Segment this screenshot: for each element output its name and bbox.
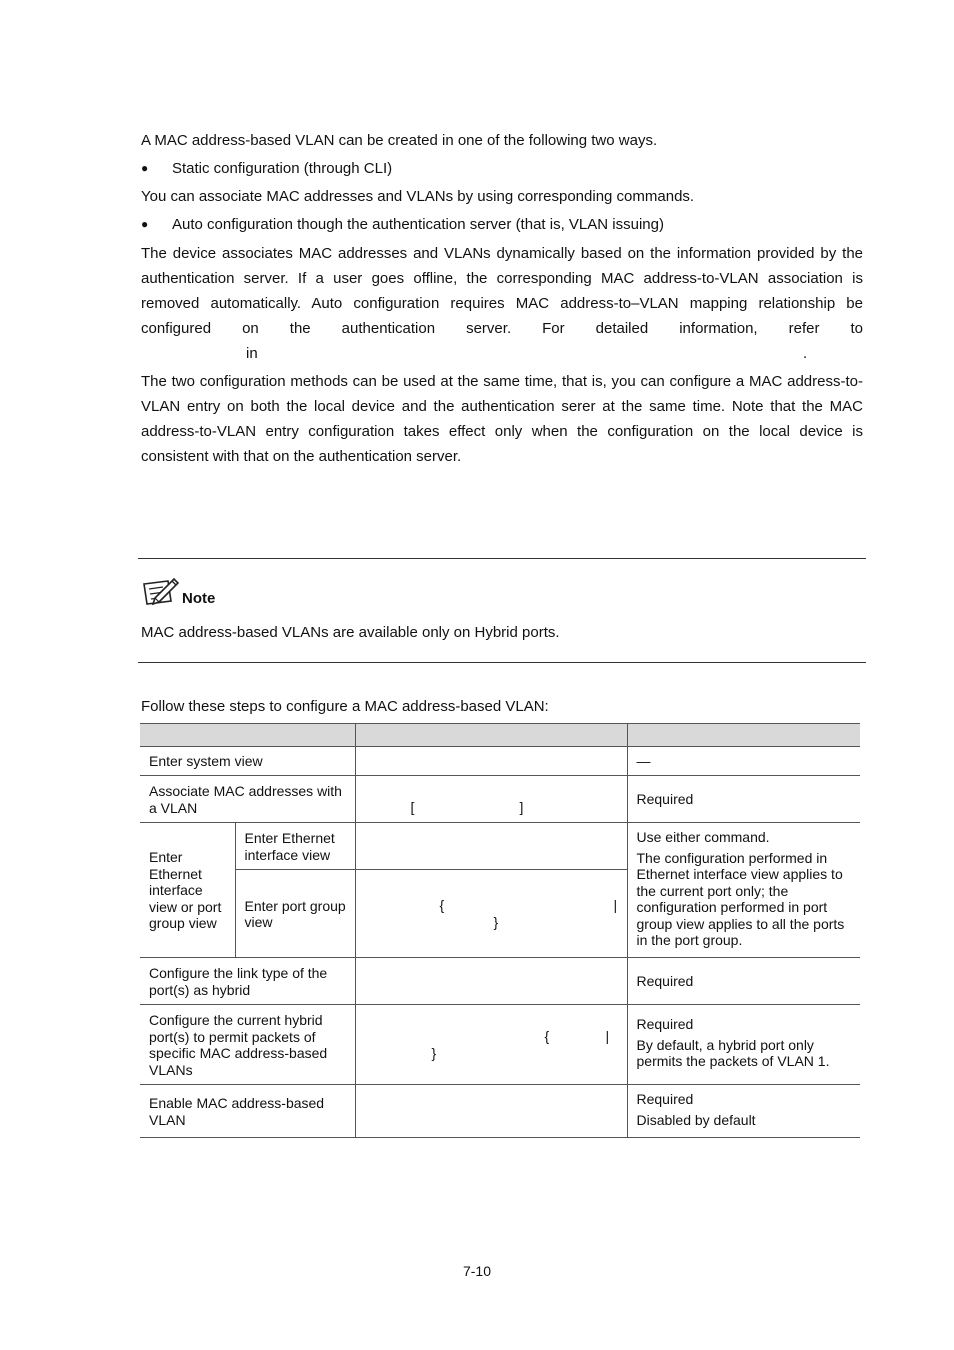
note-bottom-divider (138, 662, 866, 663)
header-cell-command (355, 724, 627, 747)
header-cell-remarks (627, 724, 860, 747)
remark-line: Required (636, 1016, 694, 1033)
remark-line: The configuration performed in Ethernet interface view applies to the current port only; the configuration performed in port group view applies to all the ports in the port group. (636, 849, 845, 948)
command-cell (355, 1085, 627, 1138)
reference-in: in (246, 345, 258, 362)
step-group-cell: Enter Ethernet interface view or port group view (140, 823, 235, 958)
substep-cell: Enter port group view (235, 870, 355, 958)
table-row (140, 958, 860, 1005)
bullet-auto-config: Auto configuration though the authentication server (that is, VLAN issuing) (172, 216, 664, 233)
table-row (140, 776, 860, 823)
command-cell (355, 870, 627, 958)
remark-cell: Required (627, 776, 860, 823)
syntax-bar: | (613, 897, 618, 913)
table-header-row (140, 724, 860, 747)
syntax-bracket-close: ] (519, 799, 524, 815)
substep-cell: Enter Ethernet interface view (235, 823, 355, 870)
table-row (140, 823, 860, 870)
remark-cell: — (627, 747, 860, 776)
step-cell: Configure the current hybrid port(s) to permit packets of specific MAC address-based VLANs (140, 1005, 355, 1085)
remark-line: Required (636, 1091, 694, 1107)
step-cell: Associate MAC addresses with a VLAN (140, 776, 355, 823)
bullet-icon: ● (141, 161, 149, 175)
intro-paragraph-1: A MAC address-based VLAN can be created in one of the following two ways. (141, 132, 658, 149)
syntax-bar: | (605, 1028, 610, 1044)
syntax-bracket-open: [ (410, 799, 415, 815)
step-cell: Enter system view (140, 747, 355, 776)
bullet-static-config: Static configuration (through CLI) (172, 160, 393, 177)
syntax-brace-close: } (431, 1045, 437, 1061)
table-row (140, 1005, 860, 1085)
remark-line: By default, a hybrid port only permits the packets of VLAN 1. (636, 1036, 830, 1070)
command-cell (355, 776, 627, 823)
intro-paragraph-3: The device associates MAC addresses and VLANs dynamically based on the information provided by the authentication server. If a user goes offline, the corresponding MAC address-to-VLAN association is removed automatically. Auto configuration requires MAC address-to–VLAN mapping relationship be configured on the authentication server. For detailed information, refer to (141, 245, 863, 337)
step-cell: Configure the link type of the port(s) as hybrid (140, 958, 355, 1005)
remark-line: Use either command. (636, 829, 770, 845)
command-cell (355, 747, 627, 776)
table-row (140, 747, 860, 776)
table-row (140, 1085, 860, 1138)
syntax-brace-open: { (544, 1028, 550, 1044)
bullet-icon: ● (141, 217, 149, 231)
remark-cell (627, 1085, 860, 1138)
remark-cell: Required (627, 958, 860, 1005)
reference-end: . (803, 345, 808, 362)
remark-cell (627, 823, 860, 958)
steps-table (140, 723, 860, 1138)
note-top-divider (138, 558, 866, 559)
remark-cell (627, 1005, 860, 1085)
command-cell (355, 1005, 627, 1085)
note-label: Note (182, 590, 216, 607)
steps-intro: Follow these steps to configure a MAC address-based VLAN: (141, 698, 549, 715)
note-pencil-icon (141, 576, 179, 606)
command-cell (355, 958, 627, 1005)
remark-line: Disabled by default (636, 1111, 756, 1128)
syntax-brace-open: { (439, 897, 445, 913)
step-cell: Enable MAC address-based VLAN (140, 1085, 355, 1138)
intro-paragraph-4: The two configuration methods can be used at the same time, that is, you can configure a MAC address-to-VLAN entry on both the local device and the authentication serer at the same time. Note that the MAC address-to-VLAN entry configuration takes effect only when the configuration on the local device is consistent with that on the authentication server. (141, 373, 863, 465)
syntax-brace-close: } (493, 914, 499, 930)
command-cell (355, 823, 627, 870)
note-text: MAC address-based VLANs are available only on Hybrid ports. (141, 624, 560, 641)
page-number: 7-10 (462, 1263, 492, 1279)
intro-paragraph-2: You can associate MAC addresses and VLANs by using corresponding commands. (141, 188, 695, 205)
header-cell-step (140, 724, 355, 747)
